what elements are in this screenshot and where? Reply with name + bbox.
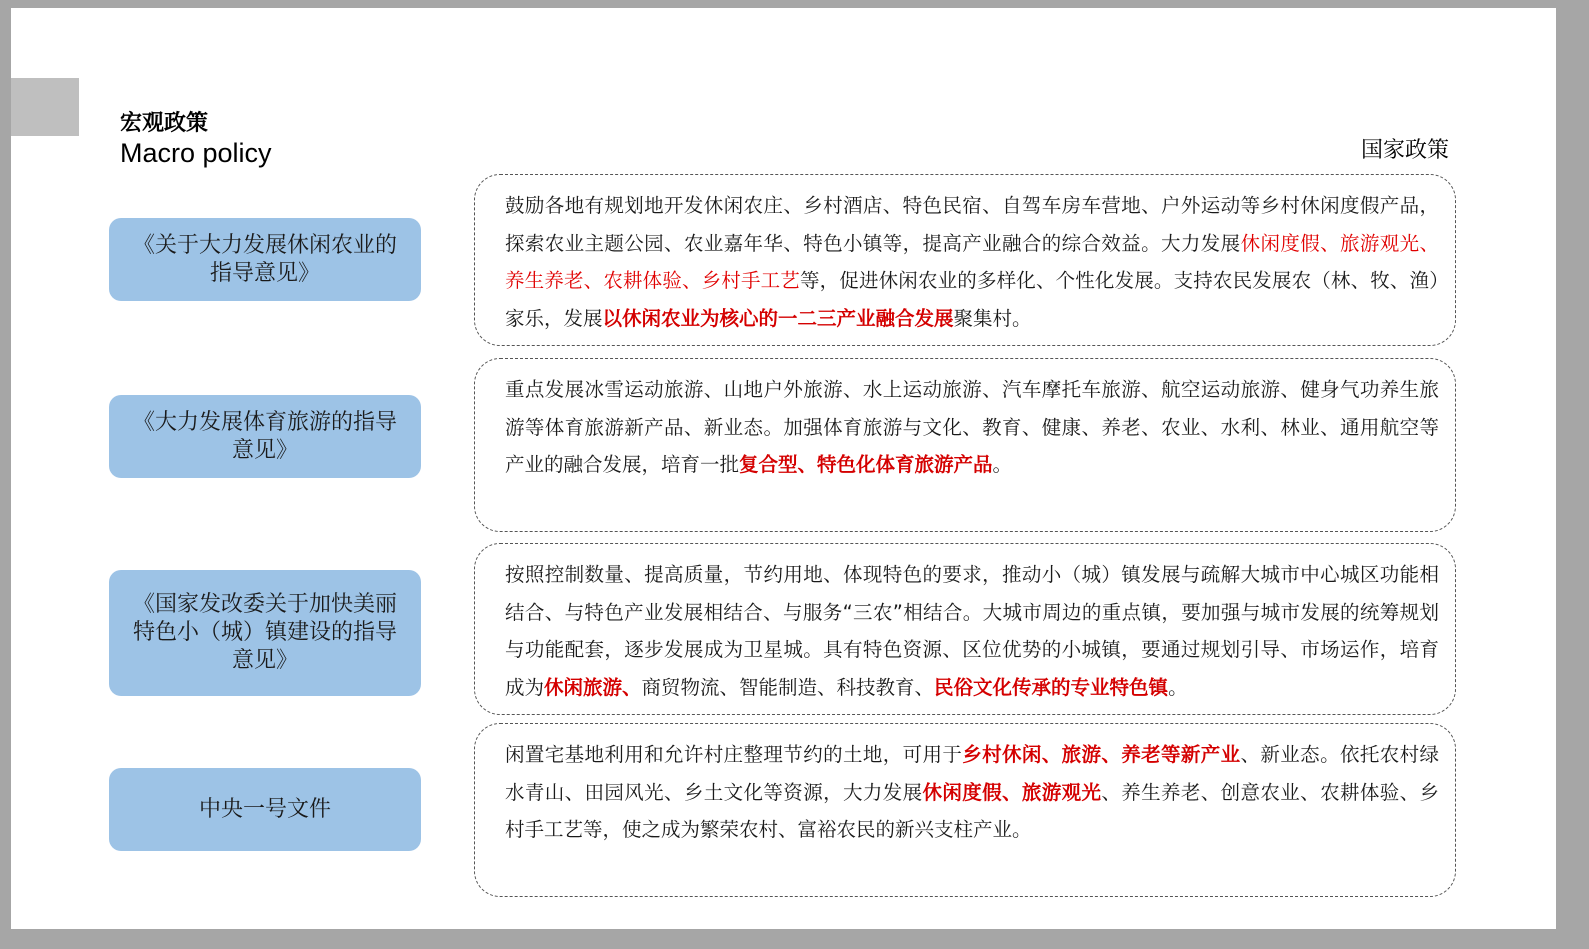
desc-text: 商贸物流、智能制造、科技教育、 (641, 675, 935, 699)
highlight-text: 休闲度假、旅游观光、养生养老、农耕体验、乡村手工艺 (505, 231, 1439, 292)
highlight-text: 复合型、特色化体育旅游产品 (739, 453, 993, 476)
policy-name-1: 《关于大力发展休闲农业的指导意见》 (109, 218, 421, 301)
highlight-text: 休闲旅游、 (544, 675, 642, 699)
slide (11, 8, 1556, 929)
policy-name-4: 中央一号文件 (109, 768, 421, 851)
highlight-text: 以休闲农业为核心的一二三产业融合发展 (602, 306, 954, 330)
desc-text: 聚集村。 (953, 306, 1032, 330)
desc-text: 、养生养老、创意农业、农耕体验、乡村手工艺等，使之成为繁荣农村、富裕农民的新兴支柱产业。 (505, 780, 1439, 841)
category-label: 国家政策 (1361, 138, 1450, 163)
desc-text: 鼓励各地有规划地开发休闲农庄、乡村酒店、特色民宿、自驾车房车营地、户外运动等乡村休闲度假产品，探索农业主题公园、农业嘉年华、特色小镇等，提高产业融合的综合效益。大力发展 (505, 194, 1439, 255)
highlight-text: 乡村休闲、旅游、养老等新产业 (962, 743, 1241, 766)
policy-desc-4 (474, 723, 1456, 897)
policy-desc-1 (474, 174, 1456, 346)
desc-text: 。 (1168, 675, 1188, 699)
desc-text: 、新业态。依托农村绿水青山、田园风光、乡土文化等资源，大力发展 (505, 743, 1439, 804)
policy-desc-3 (474, 543, 1456, 715)
page-subtitle: Macro policy (120, 138, 272, 168)
page-title: 宏观政策 (120, 111, 209, 136)
desc-text: 。 (992, 453, 1013, 476)
highlight-text: 民俗文化传承的专业特色镇 (934, 675, 1169, 699)
desc-text: 重点发展冰雪运动旅游、山地户外旅游、水上运动旅游、汽车摩托车旅游、航空运动旅游、健身气功养生旅游等体育旅游新产品、新业态。加强体育旅游与文化、教育、健康、养老、农业、水利、林业、通用航空等产业的融合发展，培育一批 (505, 378, 1439, 476)
accent-block (11, 78, 79, 136)
highlight-text: 休闲度假、旅游观光 (922, 780, 1102, 804)
desc-text: 等，促进休闲农业的多样化、个性化发展。支持农民发展农（林、牧、渔）家乐，发展 (505, 269, 1439, 330)
policy-name-2: 《大力发展体育旅游的指导意见》 (109, 395, 421, 478)
desc-text: 按照控制数量、提高质量，节约用地、体现特色的要求，推动小（城）镇发展与疏解大城市中心城区功能相结合、与特色产业发展相结合、与服务“三农”相结合。大城市周边的重点镇，要加强与城市发展的统筹规划与功能配套，逐步发展成为卫星城。具有特色资源、区位优势的小城镇，要通过规划引导、市场运作，培育成为 (505, 563, 1439, 699)
desc-text: 闲置宅基地利用和允许村庄整理节约的土地，可用于 (505, 743, 963, 766)
policy-desc-2 (474, 358, 1456, 532)
policy-name-3: 《国家发改委关于加快美丽特色小（城）镇建设的指导意见》 (109, 570, 421, 696)
